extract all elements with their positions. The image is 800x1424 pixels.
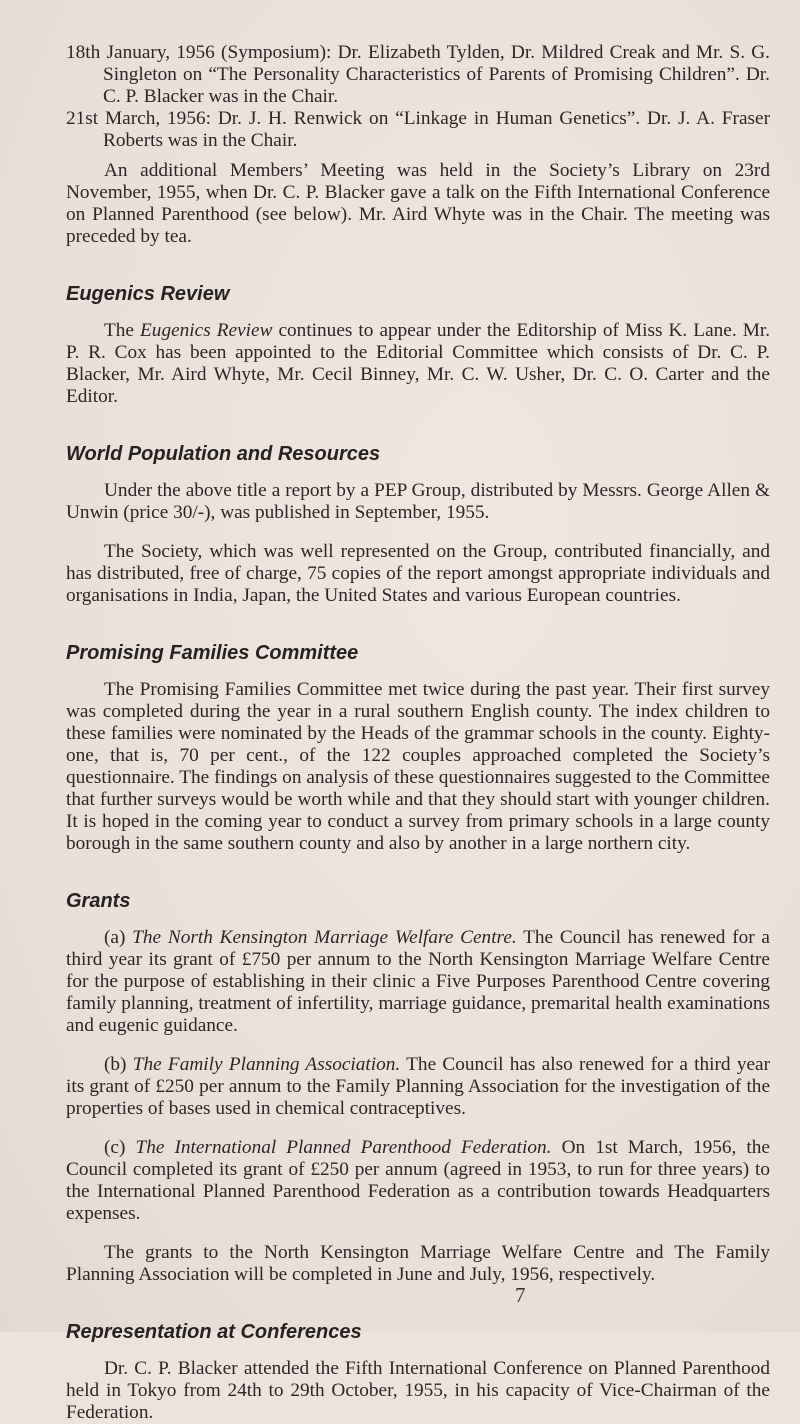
meeting-item-renwick: 21st March, 1956: Dr. J. H. Renwick on “Linkage in Human Genetics”. Dr. J. A. Fraser Roberts was in the Chair. — [66, 108, 770, 151]
grant-item-c — [66, 1137, 770, 1225]
text-run: The — [104, 320, 141, 341]
section-heading-promising-families: Promising Families Committee — [66, 642, 359, 664]
grant-label: (a) — [104, 927, 133, 948]
grants-closing-paragraph: The grants to the North Kensington Marriage Welfare Centre and The Family Planning Association will be completed in June and July, 1956, respectively. — [66, 1242, 770, 1285]
grant-item-b — [66, 1054, 770, 1120]
section-heading-grants: Grants — [66, 890, 131, 912]
eugenics-review-paragraph — [66, 320, 770, 408]
section-heading-eugenics-review: Eugenics Review — [66, 283, 230, 305]
grant-label: (b) — [104, 1054, 133, 1075]
section-heading-representation: Representation at Conferences — [66, 1321, 362, 1343]
grant-recipient: The North Kensington Marriage Welfare Centre. — [132, 927, 517, 948]
text-run: continues to appear under the Editorship of Miss K. Lane. Mr. P. R. Cox has been appointed to the Editorial Committee which consists of Dr. C. P. Blacker, Mr. Aird Whyte, Mr. Cecil Binney, Mr. C. W. Usher, Dr. C. O. Carter and the Editor. — [66, 320, 771, 407]
additional-meeting-paragraph: An additional Members’ Meeting was held in the Society’s Library on 23rd November, 1955, when Dr. C. P. Blacker gave a talk on the Fifth International Conference on Planned Parenthood (see below). Mr. Aird Whyte was in the Chair. The meeting was preceded by tea. — [66, 160, 770, 247]
grant-recipient: The Family Planning Association. — [132, 1054, 401, 1075]
world-population-paragraph-2: The Society, which was well represented on the Group, contributed financially, and has distributed, free of charge, 75 copies of the report amongst appropriate individuals and organisations in India, Japan, the United States and various European countries. — [66, 541, 770, 606]
page-number: 7 — [515, 1283, 526, 1307]
grant-item-a — [66, 927, 770, 1037]
meeting-item-symposium: 18th January, 1956 (Symposium): Dr. Elizabeth Tylden, Dr. Mildred Creak and Mr. S. G. Singleton on “The Personality Characteristics of Parents of Promising Children”. Dr. C. P. Blacker was in the Chair. — [66, 42, 770, 107]
grant-label: (c) — [104, 1137, 136, 1158]
world-population-paragraph-1: Under the above title a report by a PEP Group, distributed by Messrs. George Allen & Unwin (price 30/-), was published in September, 1955. — [66, 480, 770, 523]
grant-text: The Council has also renewed for a third year its grant of £250 per annum to the Family Planning Association for the investigation of the properties of bases used in chemical contraceptives. — [66, 1054, 770, 1119]
grant-text: On 1st March, 1956, the Council completed its grant of £250 per annum (agreed in 1953, to run for three years) to the International Planned Parenthood Federation as a contribution towards Headquarters expenses. — [66, 1137, 770, 1224]
grant-text: The Council has renewed for a third year its grant of £750 per annum to the North Kensington Marriage Welfare Centre for the purpose of establishing in their clinic a Five Purposes Parenthood Centre covering family planning, treatment of infertility, marriage guidance, premarital health examinations and eugenic guidance. — [66, 927, 770, 1036]
journal-title: Eugenics Review — [140, 320, 273, 341]
section-heading-world-population: World Population and Resources — [66, 443, 381, 465]
promising-families-paragraph: The Promising Families Committee met twice during the past year. Their first survey was completed during the year in a rural southern English county. The index children to these families were nominated by the Heads of the grammar schools in the county. Eighty-one, that is, 70 per cent., of the 122 couples approached completed the Society’s questionnaire. The findings on analysis of these questionnaires suggested to the Committee that further surveys would be worth while and that they should start with younger children. It is hoped in the coming year to conduct a survey from primary schools in a large county borough in the same southern county and also by another in a large northern city. — [66, 679, 770, 854]
representation-paragraph: Dr. C. P. Blacker attended the Fifth International Conference on Planned Parenthood held in Tokyo from 24th to 29th October, 1955, in his capacity of Vice-Chairman of the Federation. — [66, 1358, 770, 1423]
grant-recipient: The International Planned Parenthood Federation. — [135, 1137, 552, 1158]
